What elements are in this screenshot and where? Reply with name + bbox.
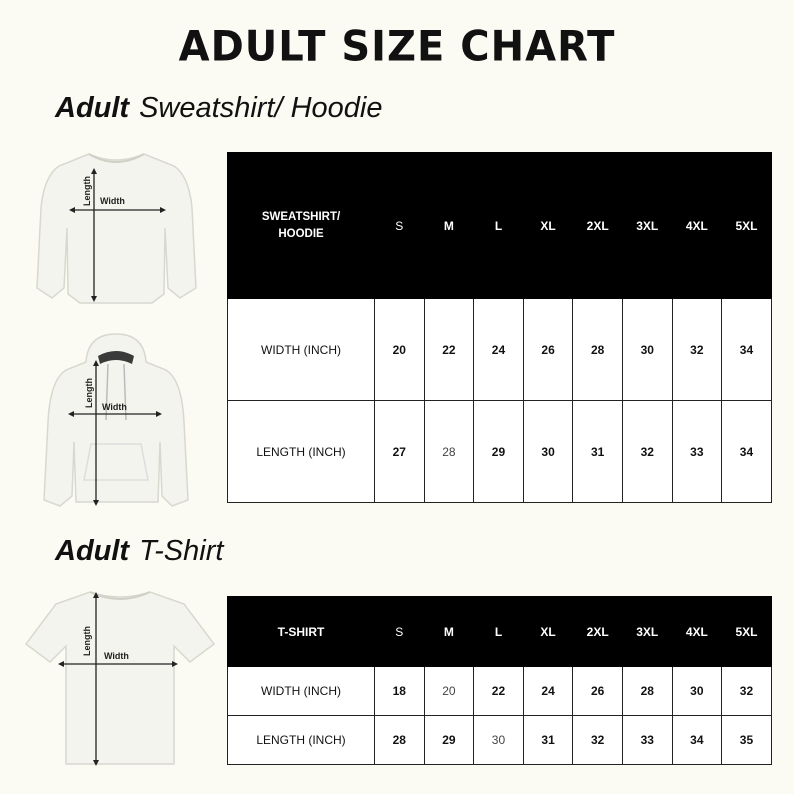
table-cell: 31 xyxy=(523,716,573,765)
table-cell: 34 xyxy=(722,299,772,401)
width-label: Width xyxy=(102,402,127,412)
size-header: 5XL xyxy=(722,153,772,299)
table-cell: 20 xyxy=(375,299,425,401)
table-cell: 34 xyxy=(672,716,722,765)
table-cell: 27 xyxy=(375,401,425,503)
section-heading-light: T-Shirt xyxy=(139,535,224,567)
size-header: 4XL xyxy=(672,597,722,667)
table-cell: 28 xyxy=(375,716,425,765)
table-cell: 22 xyxy=(424,299,474,401)
length-label: Length xyxy=(82,176,92,206)
table-cell: 34 xyxy=(722,401,772,503)
table-row xyxy=(228,716,772,765)
size-header: 2XL xyxy=(573,597,623,667)
size-header: L xyxy=(474,597,524,667)
table-cell: 28 xyxy=(622,667,672,716)
table-cell: 32 xyxy=(622,401,672,503)
table-cell: 30 xyxy=(622,299,672,401)
table-cell: 29 xyxy=(424,716,474,765)
size-header: 3XL xyxy=(622,597,672,667)
size-header: M xyxy=(424,153,474,299)
size-header: 5XL xyxy=(722,597,772,667)
size-header: 3XL xyxy=(622,153,672,299)
table-cell: 31 xyxy=(573,401,623,503)
table-row xyxy=(228,667,772,716)
length-label: Length xyxy=(82,626,92,656)
size-header: S xyxy=(375,597,425,667)
corner-label-line1: SWEATSHIRT/ xyxy=(261,210,341,223)
corner-label-line2: HOODIE xyxy=(278,227,324,240)
table-cell: 26 xyxy=(523,299,573,401)
table-cell: 35 xyxy=(722,716,772,765)
width-label: Width xyxy=(104,651,129,661)
table-cell: 29 xyxy=(474,401,524,503)
table-cell: 32 xyxy=(573,716,623,765)
row-label: LENGTH (INCH) xyxy=(228,716,375,765)
section-heading-sweatshirt xyxy=(55,92,383,125)
size-header: 2XL xyxy=(573,153,623,299)
tshirt-size-table xyxy=(227,596,772,765)
table-corner-label xyxy=(228,153,375,299)
sweatshirt-size-table xyxy=(227,152,772,503)
table-cell: 18 xyxy=(375,667,425,716)
table-cell: 26 xyxy=(573,667,623,716)
section-heading-tshirt xyxy=(55,535,223,568)
tshirt-icon xyxy=(24,588,216,768)
table-cell: 24 xyxy=(474,299,524,401)
size-header: S xyxy=(375,153,425,299)
hoodie-icon xyxy=(36,332,196,512)
section-heading-bold: Adult xyxy=(55,535,130,567)
table-cell: 33 xyxy=(622,716,672,765)
size-header: M xyxy=(424,597,474,667)
size-header: XL xyxy=(523,597,573,667)
table-cell: 33 xyxy=(672,401,722,503)
table-cell: 28 xyxy=(573,299,623,401)
table-row xyxy=(228,299,772,401)
section-heading-bold: Adult xyxy=(55,92,130,124)
size-header: XL xyxy=(523,153,573,299)
table-cell: 30 xyxy=(523,401,573,503)
table-row xyxy=(228,401,772,503)
table-cell: 28 xyxy=(424,401,474,503)
table-cell: 30 xyxy=(474,716,524,765)
row-label: WIDTH (INCH) xyxy=(228,667,375,716)
row-label: LENGTH (INCH) xyxy=(228,401,375,503)
size-header: L xyxy=(474,153,524,299)
table-header-row xyxy=(228,597,772,667)
table-cell: 22 xyxy=(474,667,524,716)
table-cell: 32 xyxy=(722,667,772,716)
row-label: WIDTH (INCH) xyxy=(228,299,375,401)
table-cell: 20 xyxy=(424,667,474,716)
page-title: ADULT SIZE CHART xyxy=(178,22,616,72)
table-cell: 32 xyxy=(672,299,722,401)
size-header: 4XL xyxy=(672,153,722,299)
table-cell: 24 xyxy=(523,667,573,716)
width-label: Width xyxy=(100,196,125,206)
sweatshirt-icon xyxy=(34,148,199,306)
table-corner-label: T-SHIRT xyxy=(228,597,375,667)
length-label: Length xyxy=(84,378,94,408)
table-header-row xyxy=(228,153,772,299)
section-heading-light: Sweatshirt/ Hoodie xyxy=(139,92,383,124)
table-cell: 30 xyxy=(672,667,722,716)
